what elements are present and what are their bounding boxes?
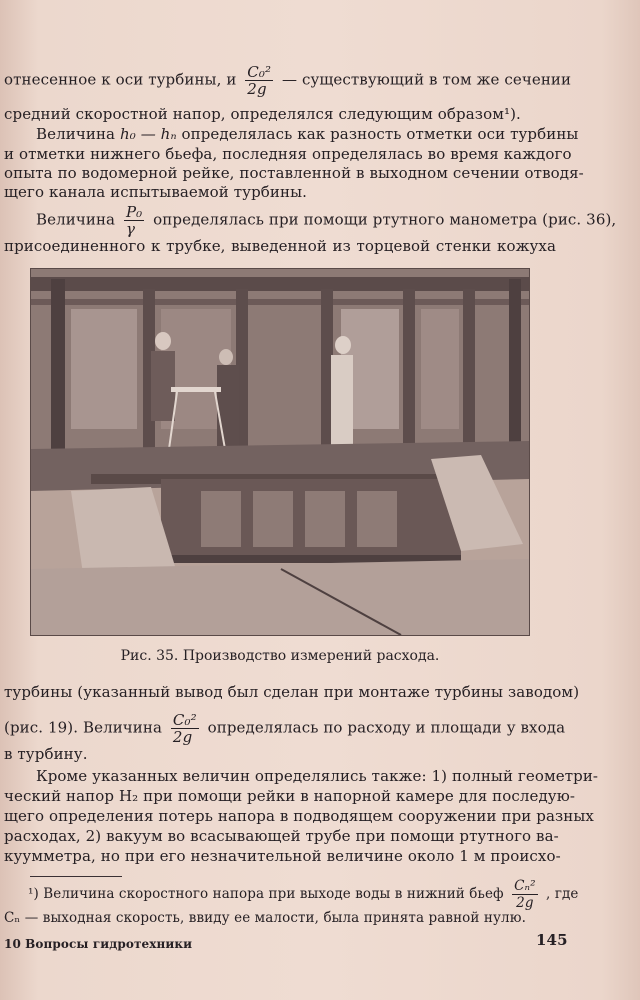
paragraph-4-line-3: в турбину. xyxy=(4,745,88,763)
paragraph-2-line-1: Величина h₀ — hₙ определялась как разность отметки оси турбины xyxy=(36,125,579,143)
paragraph-2-line-2: и отметки нижнего бьефа, последняя определялась во время каждого xyxy=(4,145,572,163)
paragraph-1-line-1: отнесенное к оси турбины, и $\frac{\text{C₀²}}{2g}$ — существующий в том же сечении xyxy=(4,63,572,98)
paragraph-5-line-1: Кроме указанных величин определялись также: 1) полный геометри- xyxy=(36,767,599,785)
printer-signature: 10 Вопросы гидротехники xyxy=(4,937,193,951)
paragraph-3-line-1: Величина $\frac{\text{P₀}}{\gamma}$ определялась при помощи ртутного манометра (рис. 36), xyxy=(36,203,617,238)
paragraph-3-line-2: присоединенного к трубке, выведенной из торцевой стенки кожуха xyxy=(4,237,556,255)
footnote-line-1: ¹) Величина скоростного напора при выходе воды в нижний бьеф $\frac{\text{Cₙ²}}{2g}$ , где xyxy=(28,878,579,911)
paragraph-2-line-4: щего канала испытываемой турбины. xyxy=(4,183,308,201)
fraction-velocity-head: $\frac{\text{C₀²}}{2g}$ xyxy=(247,63,272,98)
fraction-pressure: $\frac{\text{P₀}}{\gamma}$ xyxy=(125,203,143,238)
paragraph-5-line-2: ческий напор H₂ при помощи рейки в напорной камере для последую- xyxy=(4,787,576,805)
footnote-divider xyxy=(30,876,122,877)
photo-illustration xyxy=(31,269,529,635)
paragraph-1-line-2: средний скоростной напор, определялся следующим образом¹). xyxy=(4,105,521,123)
paragraph-2-line-3: опыта по водомерной рейке, поставленной в выходном сечении отводя- xyxy=(4,164,584,182)
figure-caption: Рис. 35. Производство измерений расхода. xyxy=(120,648,440,664)
paragraph-5-line-4: расходах, 2) вакуум во всасывающей трубе при помощи ртутного ва- xyxy=(4,827,559,845)
fraction-exit-velocity-head: $\frac{\text{Cₙ²}}{2g}$ xyxy=(514,878,536,911)
paragraph-5-line-5: куумметра, но при его незначительной величине около 1 м происхо- xyxy=(4,847,561,865)
paragraph-5-line-3: щего определения потерь напора в подводящем сооружении при разных xyxy=(4,807,594,825)
figure-photo-measurement xyxy=(30,268,530,636)
paragraph-4-line-1: турбины (указанный вывод был сделан при монтаже турбины заводом) xyxy=(4,683,580,701)
paragraph-4-line-2: (рис. 19). Величина $\frac{\text{C₀²}}{2g}$ определялась по расходу и площади у входа xyxy=(4,711,566,746)
footnote-line-2: Cₙ — выходная скорость, ввиду ее малости, была принята равной нулю. xyxy=(4,910,526,926)
fraction-entry-velocity-head: $\frac{\text{C₀²}}{2g}$ xyxy=(172,711,197,746)
page-number: 145 xyxy=(536,931,568,949)
